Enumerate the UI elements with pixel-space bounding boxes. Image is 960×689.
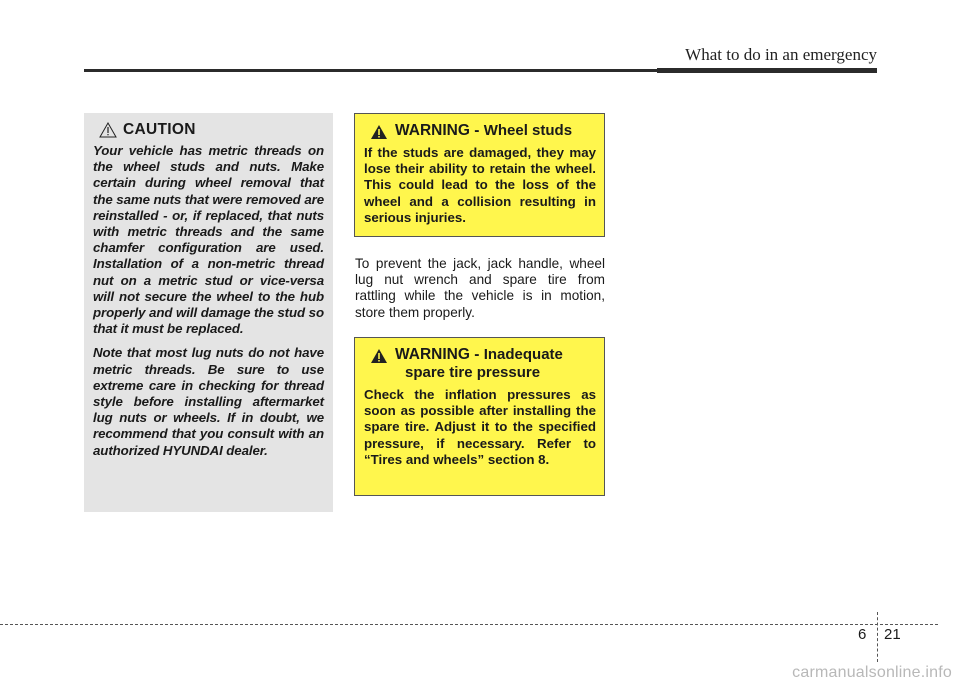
caution-title: CAUTION bbox=[123, 121, 196, 138]
warning-wheel-studs-box bbox=[354, 113, 605, 237]
warning-title-sub-line2: spare tire pressure bbox=[405, 364, 541, 381]
warning-title-main: WARNING - bbox=[395, 122, 484, 139]
watermark: carmanualsonline.info bbox=[792, 664, 952, 681]
warning-spare-tire-pressure-box bbox=[354, 337, 605, 496]
caution-box bbox=[84, 113, 333, 512]
warning-title-main: WARNING - bbox=[395, 346, 484, 363]
warning-title bbox=[395, 346, 563, 382]
caution-triangle-icon bbox=[99, 122, 117, 138]
footer-divider bbox=[877, 612, 878, 662]
caution-paragraph: Note that most lug nuts do not have metric threads. Be sure to use extreme care in checking for thread style before installing aftermarket lug nuts or wheels. If in doubt, we recommend that you consult with an authorized HYUNDAI dealer. bbox=[93, 345, 324, 458]
warning-text: If the studs are damaged, they may lose their ability to retain the wheel. This could lead to the loss of the wheel and a collision resulting in serious injuries. bbox=[364, 145, 596, 225]
section-number: 6 bbox=[858, 626, 867, 643]
caution-paragraph: Your vehicle has metric threads on the wheel studs and nuts. Make certain during wheel removal that the same nuts that were removed are reinstalled - or, if replaced, that nuts with metric threads and the same chamfer configuration are used. Installation of a non-metric thread nut on a metric stud or vice-versa will not secure the wheel to the hub properly and will damage the stud so that it must be replaced. bbox=[93, 143, 324, 337]
page-header-title: What to do in an emergency bbox=[685, 45, 877, 64]
warning-triangle-icon bbox=[370, 348, 388, 364]
warning-triangle-icon bbox=[370, 124, 388, 140]
warning-text: Check the inflation pressures as soon as possible after installing the spare tire. Adjust it to the specified pressure, if necessary. Refer to “Tires and wheels” section 8. bbox=[364, 387, 596, 467]
footer-rule bbox=[0, 624, 938, 625]
body-text: To prevent the jack, jack handle, wheel lug nut wrench and spare tire from rattling while the vehicle is in motion, store them properly. bbox=[355, 256, 605, 320]
warning-title-sub: Wheel studs bbox=[483, 122, 573, 139]
caution-title-row bbox=[99, 121, 324, 139]
warning-title-row bbox=[370, 122, 596, 140]
page-number: 21 bbox=[884, 626, 901, 643]
header-rule bbox=[84, 69, 877, 72]
warning-title-sub: Inadequate bbox=[483, 346, 563, 363]
warning-title bbox=[395, 122, 572, 140]
warning-title-row bbox=[370, 346, 596, 382]
